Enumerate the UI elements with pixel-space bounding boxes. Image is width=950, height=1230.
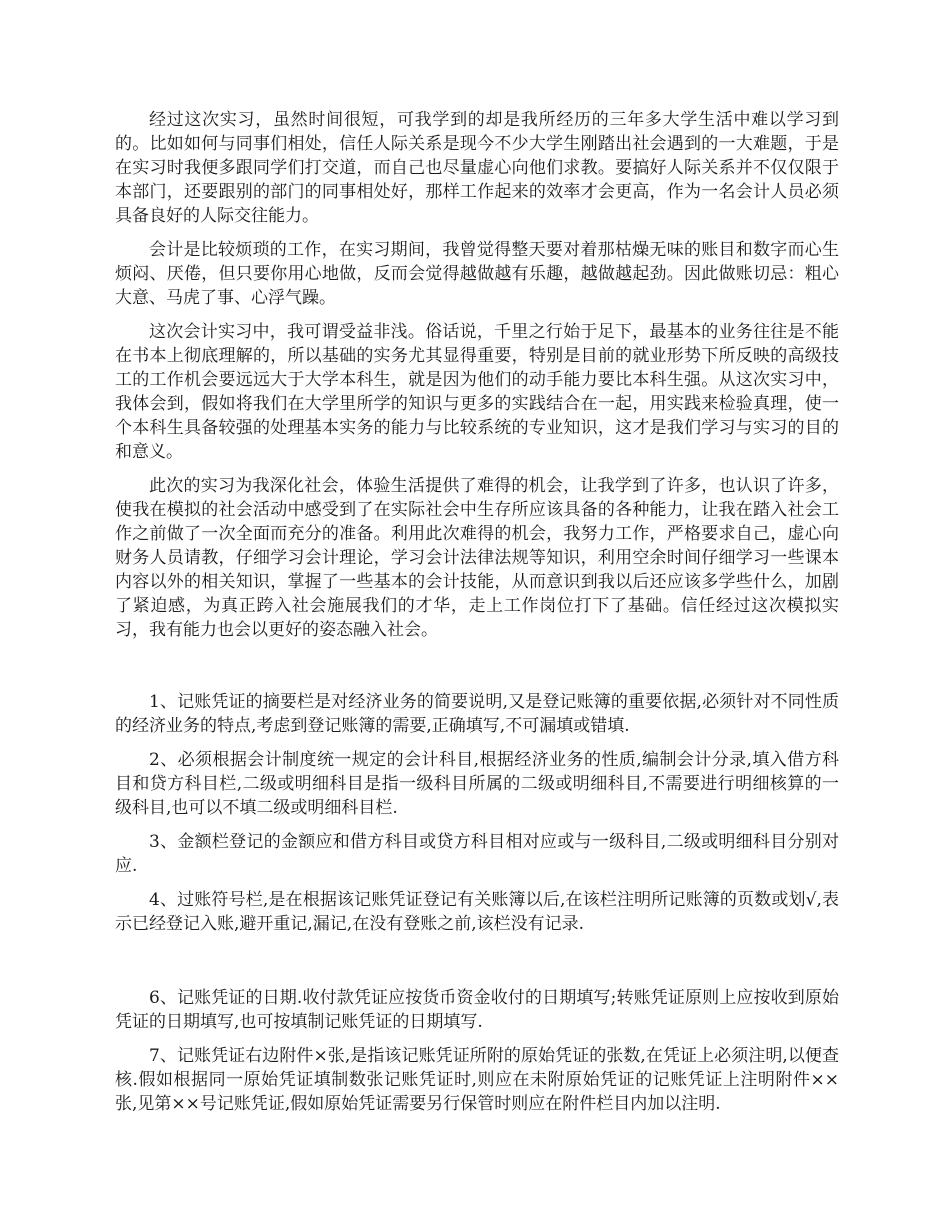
paragraph-internship-relations: 经过这次实习，虽然时间很短，可我学到的却是我所经历的三年多大学生活中难以学习到的。比如如何与同事们相处，信任人际关系是现今不少大学生刚踏出社会遇到的一大难题，于是在实习时我便多跟同学们打交道，而自己也尽量虚心向他们求教。要搞好人际关系并不仅仅限于本部门，还要跟别的部门的同事相处好，那样工作起来的效率才会更高，作为一名会计人员必须具备良好的人际交往能力。 — [115, 110, 839, 226]
list-item-summary-column: 1、记账凭证的摘要栏是对经济业务的简要说明,又是登记账簿的重要依据,必须针对不同性质的经济业务的特点,考虑到登记账簿的需要,正确填写,不可漏填或错填. — [115, 692, 839, 736]
list-item-amount-column: 3、金额栏登记的金额应和借方科目或贷方科目相对应或与一级科目,二级或明细科目分别对应. — [115, 832, 839, 876]
section-spacer — [115, 652, 839, 690]
list-item-accounting-subjects: 2、必须根据会计制度统一规定的会计科目,根据经济业务的性质,编制会计分录,填入借方科目和贷方科目栏,二级或明细科目是指一级科目所属的二级或明细科目,不需要进行明细核算的一级科目,也可以不填二级或明细科目栏. — [115, 750, 839, 818]
list-item-voucher-date: 6、记账凭证的日期.收付款凭证应按货币资金收付的日期填写;转账凭证原则上应按收到原始凭证的日期填写,也可按填制记账凭证的日期填写. — [115, 988, 839, 1032]
list-item-posting-symbol: 4、过账符号栏,是在根据该记账凭证登记有关账簿以后,在该栏注明所记账簿的页数或划√,表示已经登记入账,避开重记,漏记,在没有登账之前,该栏没有记录. — [115, 890, 839, 934]
paragraph-benefits: 这次会计实习中，我可谓受益非浅。俗话说，千里之行始于足下，最基本的业务往往是不能在书本上彻底理解的，所以基础的实务尤其显得重要，特别是目前的就业形势下所反映的高级技工的工作机会要远远大于大学本科生，就是因为他们的动手能力要比本科生强。从这次实习中，我体会到，假如将我们在大学里所学的知识与更多的实践结合在一起，用实践来检验真理，使一个本科生具备较强的处理基本实务的能力与比较系统的专业知识，这才是我们学习与实习的目的和意义。 — [115, 322, 839, 462]
paragraph-society-preparation: 此次的实习为我深化社会，体验生活提供了难得的机会，让我学到了许多，也认识了许多，使我在模拟的社会活动中感受到了在实际社会中生存所应该具备的各种能力，让我在踏入社会工作之前做了一次全面而充分的准备。利用此次难得的机会，我努力工作，严格要求自己，虚心向财务人员请教，仔细学习会计理论，学习会计法律法规等知识，利用空余时间仔细学习一些课本内容以外的相关知识，掌握了一些基本的会计技能，从而意识到我以后还应该多学些什么，加剧了紧迫感，为真正跨入社会施展我们的才华，走上工作岗位打下了基础。信任经过这次模拟实习，我有能力也会以更好的姿态融入社会。 — [115, 476, 839, 640]
document-body — [115, 108, 839, 1126]
paragraph-accounting-work: 会计是比较烦琐的工作，在实习期间，我曾觉得整天要对着那枯燥无味的账目和数字而心生烦闷、厌倦，但只要你用心地做，反而会觉得越做越有乐趣，越做越起劲。因此做账切忌：粗心大意、马虎了事、心浮气躁。 — [115, 240, 839, 308]
section-spacer — [115, 946, 839, 986]
list-item-attachments: 7、记账凭证右边附件×张,是指该记账凭证所附的原始凭证的张数,在凭证上必须注明,以便查核.假如根据同一原始凭证填制数张记账凭证时,则应在未附原始凭证的记账凭证上注明附件××张,见第××号记账凭证,假如原始凭证需要另行保管时则应在附件栏目内加以注明. — [115, 1046, 839, 1114]
